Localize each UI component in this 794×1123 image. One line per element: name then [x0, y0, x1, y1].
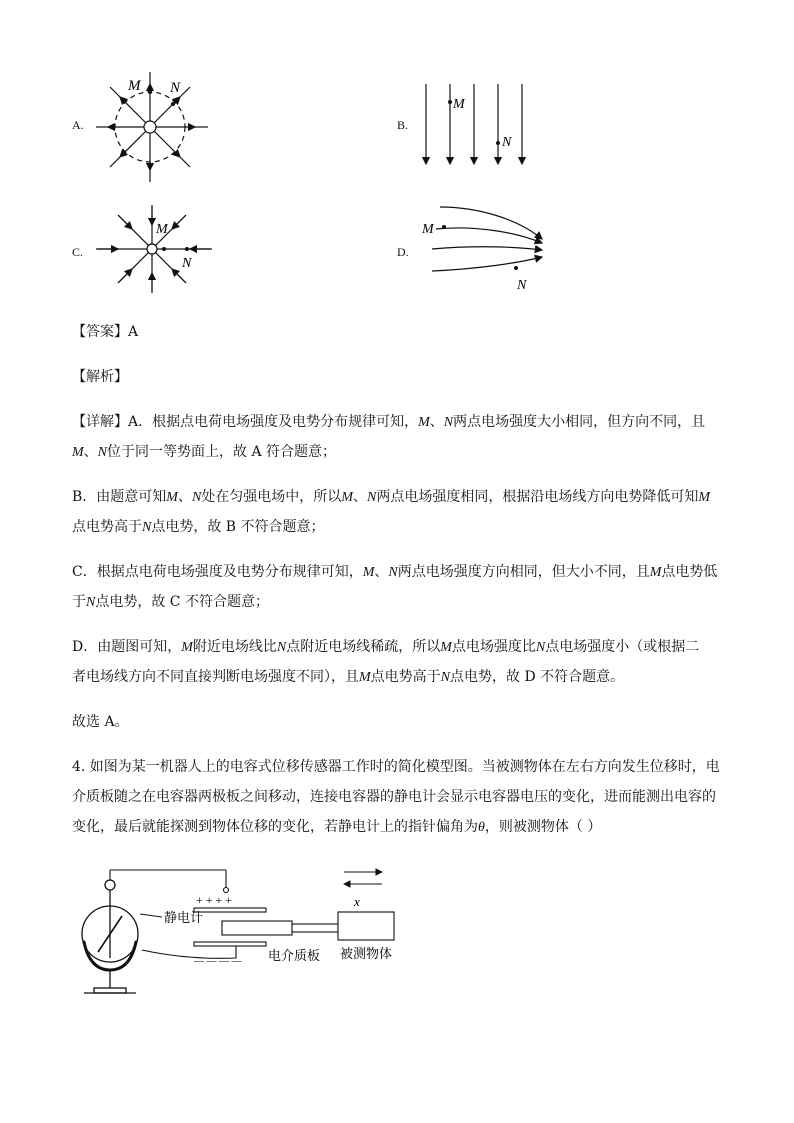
svg-text:M: M: [156, 222, 168, 237]
point-charge: [147, 244, 157, 254]
measured-object-box: [338, 912, 394, 940]
detail-d-line1: D．由题图可知，M附近电场线比N点附近电场线稀疏，所以M点电场强度比N点电场强度小（或根据二: [72, 639, 700, 655]
question4-line2: 介质板随之在电容器两极板之间移动，连接电容器的静电计会显示电容器电压的变化，进而能测出电容的: [72, 789, 716, 805]
upper-plate: [194, 908, 266, 912]
electrometer-label: 静电计: [164, 910, 204, 925]
point-n: [171, 102, 175, 106]
svg-text:M: M: [422, 222, 434, 237]
point-n: [496, 141, 500, 145]
detail-a-line1: 【详解】A．根据点电荷电场强度及电势分布规律可知，M、N两点电场强度大小相同，但方向不同，且: [72, 414, 706, 430]
point-m: [162, 247, 166, 251]
svg-text:M: M: [128, 78, 141, 94]
question4-line3: 变化，最后就能探测到物体位移的变化，若静电计上的指针偏角为θ，则被测物体（ ）: [72, 819, 602, 835]
option-c-label: C.: [72, 245, 84, 259]
option-d-label: D.: [397, 245, 409, 259]
electrometer: [82, 880, 138, 993]
point-m: [148, 90, 152, 94]
option-a-label: A.: [72, 118, 84, 132]
point-n: [514, 266, 518, 270]
point-charge: [144, 121, 156, 133]
option-a-diagram: [90, 70, 215, 185]
answer-tag: 【答案】: [72, 324, 128, 340]
svg-text:N: N: [182, 256, 192, 271]
option-b-label: B.: [397, 118, 409, 132]
option-c-diagram: [92, 203, 217, 295]
lower-plate: [194, 942, 266, 946]
detail-a-line2: M、N位于同一等势面上，故 A 符合题意；: [72, 444, 337, 460]
detail-c-line2: 于N点电势，故 C 不符合题意；: [72, 594, 269, 610]
detail-c-line1: C．根据点电荷电场强度及电势分布规律可知，M、N两点电场强度方向相同，但大小不同，且M点电势低: [72, 564, 718, 580]
option-b-diagram: [418, 82, 533, 168]
question4-line1: 4. 如图为某一机器人上的电容式位移传感器工作时的简化模型图。当被测物体在左右方向发生位移时，电: [72, 759, 720, 775]
svg-text:N: N: [517, 278, 527, 293]
negative-charges: — — — —: [194, 956, 242, 967]
positive-charges: + + + +: [196, 893, 233, 907]
conclusion: 故选 A。: [72, 714, 129, 730]
point-m: [442, 225, 446, 229]
analysis-tag: 【解析】: [72, 369, 128, 385]
dielectric-board: [222, 921, 292, 935]
svg-text:N: N: [170, 80, 181, 96]
detail-b-line1: B．由题意可知M、N处在匀强电场中，所以M、N两点电场强度相同，根据沿电场线方向电势降低可知M: [72, 489, 710, 505]
detail-b-line2: 点电势高于N点电势，故 B 不符合题意；: [72, 519, 325, 535]
answer-line: [72, 322, 138, 342]
point-n: [185, 247, 189, 251]
capacitor-sensor-figure: [78, 862, 408, 1002]
svg-text:M: M: [453, 97, 465, 112]
detail-d-line2: 者电场线方向不同直接判断电场强度不同），且M点电势高于N点电势，故 D 不符合题意。: [72, 669, 625, 685]
object-label: 被测物体: [340, 946, 393, 961]
connecting-rod: [292, 924, 338, 932]
answer-value: A: [128, 324, 139, 340]
displacement-label: x: [354, 894, 360, 909]
dielectric-label: 电介质板: [268, 948, 321, 963]
svg-text:N: N: [502, 135, 512, 150]
point-m: [448, 100, 452, 104]
option-d-diagram: [418, 205, 553, 295]
